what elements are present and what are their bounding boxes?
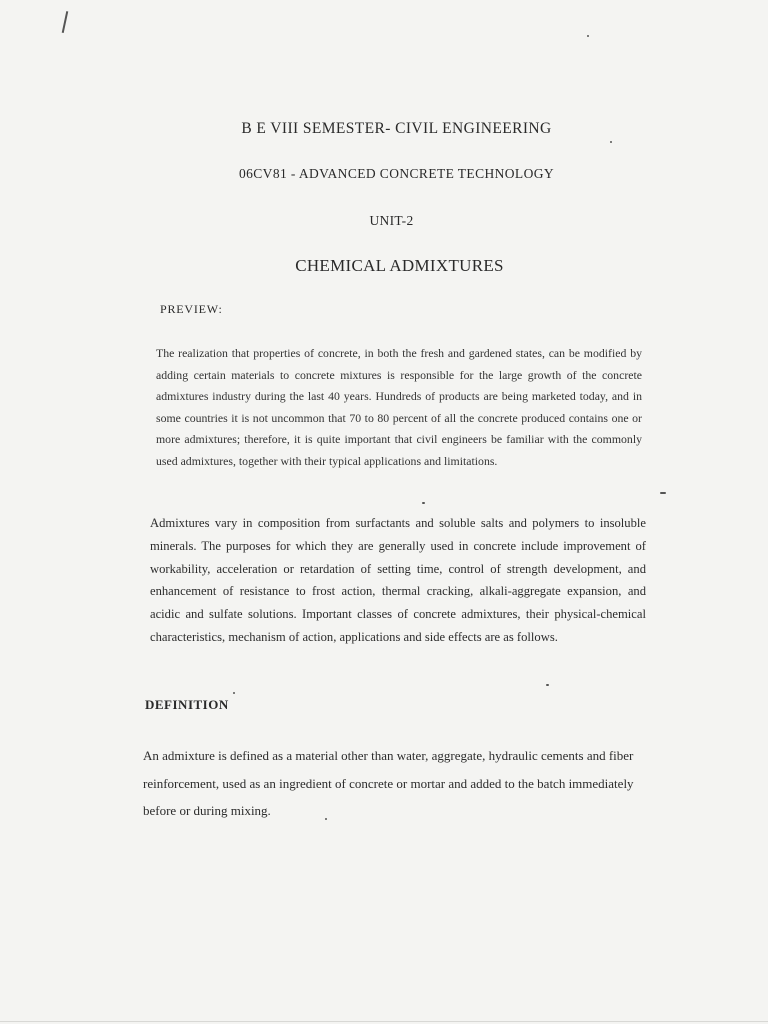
scan-speck xyxy=(660,492,666,494)
scan-speck xyxy=(546,684,549,686)
scan-speck xyxy=(610,141,612,143)
preview-heading: PREVIEW: xyxy=(160,302,223,316)
scan-bottom-edge xyxy=(0,1021,768,1022)
scan-speck xyxy=(233,692,235,694)
chapter-title: CHEMICAL ADMIXTURES xyxy=(295,256,504,275)
unit-label: UNIT-2 xyxy=(369,213,414,228)
definition-paragraph: An admixture is defined as a material other than water, aggregate, hydraulic cements and fiber reinforcement, used as an ingredient of concrete or mortar and added to the batch immediately before or during mixing. xyxy=(143,748,634,818)
preview-paragraph-1: The realization that properties of concrete, in both the fresh and gardened states, can be modified by adding certain materials to concrete mixtures is responsible for the large growth of the concrete admixtures industry during the last 40 years. Hundreds of products are being marketed today, and in some countries it is not uncommon that 70 to 80 percent of all the concrete produced contains one or more admixtures; therefore, it is quite important that civil engineers be familiar with the commonly used admixtures, together with their typical applications and limitations. xyxy=(156,346,642,468)
course-header: B E VIII SEMESTER- CIVIL ENGINEERING xyxy=(241,120,552,137)
scan-speck xyxy=(325,818,327,820)
preview-paragraph-2: Admixtures vary in composition from surfactants and soluble salts and polymers to insoluble minerals. The purposes for which they are generally used in concrete include improvement of workability, acceleration or retardation of setting time, control of strength development, and enhancement of resistance to frost action, thermal cracking, alkali-aggregate expansion, and acidic and sulfate solutions. Important classes of concrete admixtures, their physical-chemical characteristics, mechanism of action, applications and side effects are as follows. xyxy=(150,516,646,644)
scan-speck xyxy=(587,35,589,37)
pen-mark xyxy=(62,11,68,33)
definition-heading: DEFINITION xyxy=(145,697,229,712)
subject-title: 06CV81 - ADVANCED CONCRETE TECHNOLOGY xyxy=(238,166,555,181)
scan-speck xyxy=(422,502,425,504)
